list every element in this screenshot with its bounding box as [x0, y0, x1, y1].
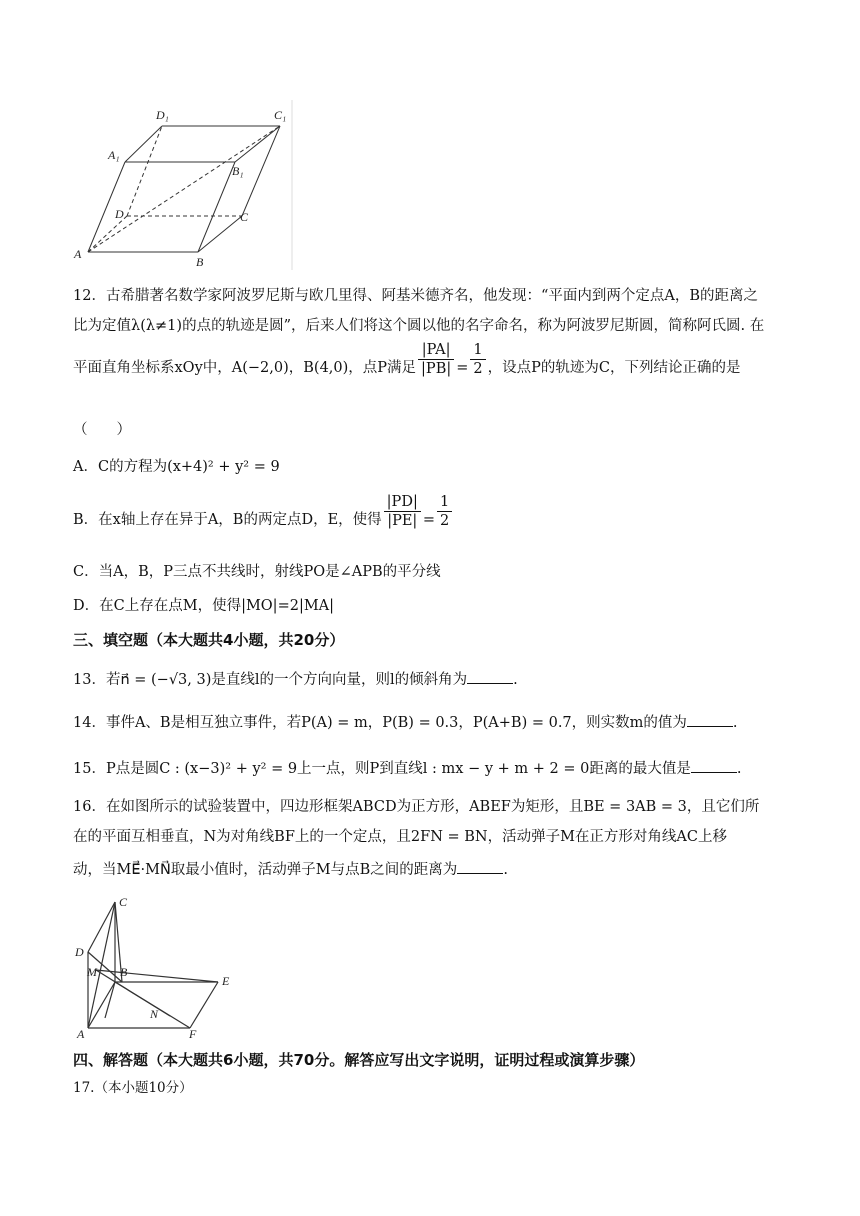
frac-den: |PB|: [421, 360, 452, 377]
q12-line1: 12．古希腊著名数学家阿波罗尼斯与欧几里得、阿基米德齐名，他发现：“平面内到两个定点A，B的距离之: [73, 288, 758, 304]
q13: [73, 668, 518, 689]
q12-frac-pa-pb: [418, 341, 454, 378]
q12-option-b: [73, 493, 454, 530]
equals: =: [422, 512, 435, 528]
frac-den: 2: [473, 360, 483, 377]
q16-line3: [73, 858, 508, 879]
answer-blank: [687, 714, 733, 727]
frac-den: |PE|: [387, 512, 418, 529]
q12-frac-half-b: [437, 493, 452, 530]
section4-heading: 四、解答题（本大题共6小题，共70分。解答应写出文字说明，证明过程或演算步骤）: [73, 1051, 645, 1069]
label-A: A: [77, 1027, 85, 1040]
q12-line3-pre: 平面直角坐标系xOy中，A(−2,0)，B(4,0)，点P满足: [73, 360, 417, 376]
q16-line3-text: 动，当ME⃗·MN⃗取最小值时，活动弹子M与点B之间的距离为: [73, 862, 458, 878]
label-B1: B₁: [232, 164, 244, 178]
q14: [73, 711, 738, 732]
q13-end: .: [513, 672, 518, 688]
equals: =: [456, 360, 469, 376]
q12-paren: （ ）: [73, 422, 131, 438]
q12-option-c: C．当A，B，P三点不共线时，射线PO是∠APB的平分线: [73, 564, 441, 580]
q13-text: 13．若n⃗ = (−√3, 3)是直线l的一个方向向量，则l的倾斜角为: [73, 672, 468, 688]
parallelepiped-figure: [70, 100, 295, 270]
q12-line3: [73, 341, 741, 378]
label-M: M: [87, 965, 97, 979]
label-E: E: [222, 974, 230, 988]
q12-line3-post: ，设点P的轨迹为C，下列结论正确的是: [487, 360, 741, 376]
q16-line2: 在的平面互相垂直，N为对角线BF上的一个定点，且2FN = BN，活动弹子M在正方形对角线AC上移: [73, 829, 727, 845]
experiment-device-figure: [70, 890, 240, 1040]
q12-option-d: D．在C上存在点M，使得|MO|=2|MA|: [73, 598, 335, 614]
label-N: N: [150, 1007, 159, 1021]
q15: [73, 757, 741, 778]
label-B: B: [120, 965, 128, 979]
q14-text: 14．事件A、B是相互独立事件，若P(A) = m，P(B) = 0.3，P(A+B) = 0.7，则实数m的值为: [73, 715, 687, 731]
answer-blank: [691, 760, 737, 773]
q16-line1: 16．在如图所示的试验装置中，四边形框架ABCD为正方形，ABEF为矩形，且BE = 3AB = 3，且它们所: [73, 799, 760, 815]
q17-title: 17.（本小题10分）: [73, 1080, 193, 1096]
q12-frac-pd-pe: [384, 493, 421, 530]
label-D: D: [75, 945, 84, 959]
frac-num: 1: [470, 341, 485, 360]
answer-blank: [467, 671, 513, 684]
q15-end: .: [736, 761, 742, 777]
q12-frac-half: [470, 341, 485, 378]
q14-end: .: [732, 715, 738, 731]
q12-option-a: A．C的方程为(x+4)² + y² = 9: [73, 459, 280, 475]
q12-option-b-pre: B．在x轴上存在异于A，B的两定点D，E，使得: [73, 512, 382, 528]
label-B: B: [196, 255, 204, 269]
frac-num: |PD|: [384, 493, 421, 512]
label-D1: D₁: [156, 108, 169, 122]
q12-line2: 比为定值λ(λ≠1)的点的轨迹是圆”，后来人们将这个圆以他的名字命名，称为阿波罗尼斯圆，简称阿氏圆. 在: [73, 318, 765, 334]
label-F: F: [189, 1027, 197, 1040]
q15-text: 15．P点是圆C : (x−3)² + y² = 9上一点，则P到直线l : mx − y + m + 2 = 0距离的最大值是: [73, 761, 691, 777]
frac-num: |PA|: [418, 341, 454, 360]
label-D: D: [115, 207, 124, 221]
label-A1: A₁: [108, 148, 120, 162]
section3-heading: 三、填空题（本大题共4小题，共20分）: [73, 631, 345, 649]
label-C: C: [119, 895, 128, 909]
q16-end: .: [503, 862, 508, 878]
frac-den: 2: [439, 512, 450, 529]
label-C: C: [240, 210, 249, 224]
answer-blank: [457, 861, 503, 874]
label-C1: C₁: [274, 108, 287, 122]
frac-num: 1: [437, 493, 452, 512]
label-A: A: [74, 247, 82, 261]
